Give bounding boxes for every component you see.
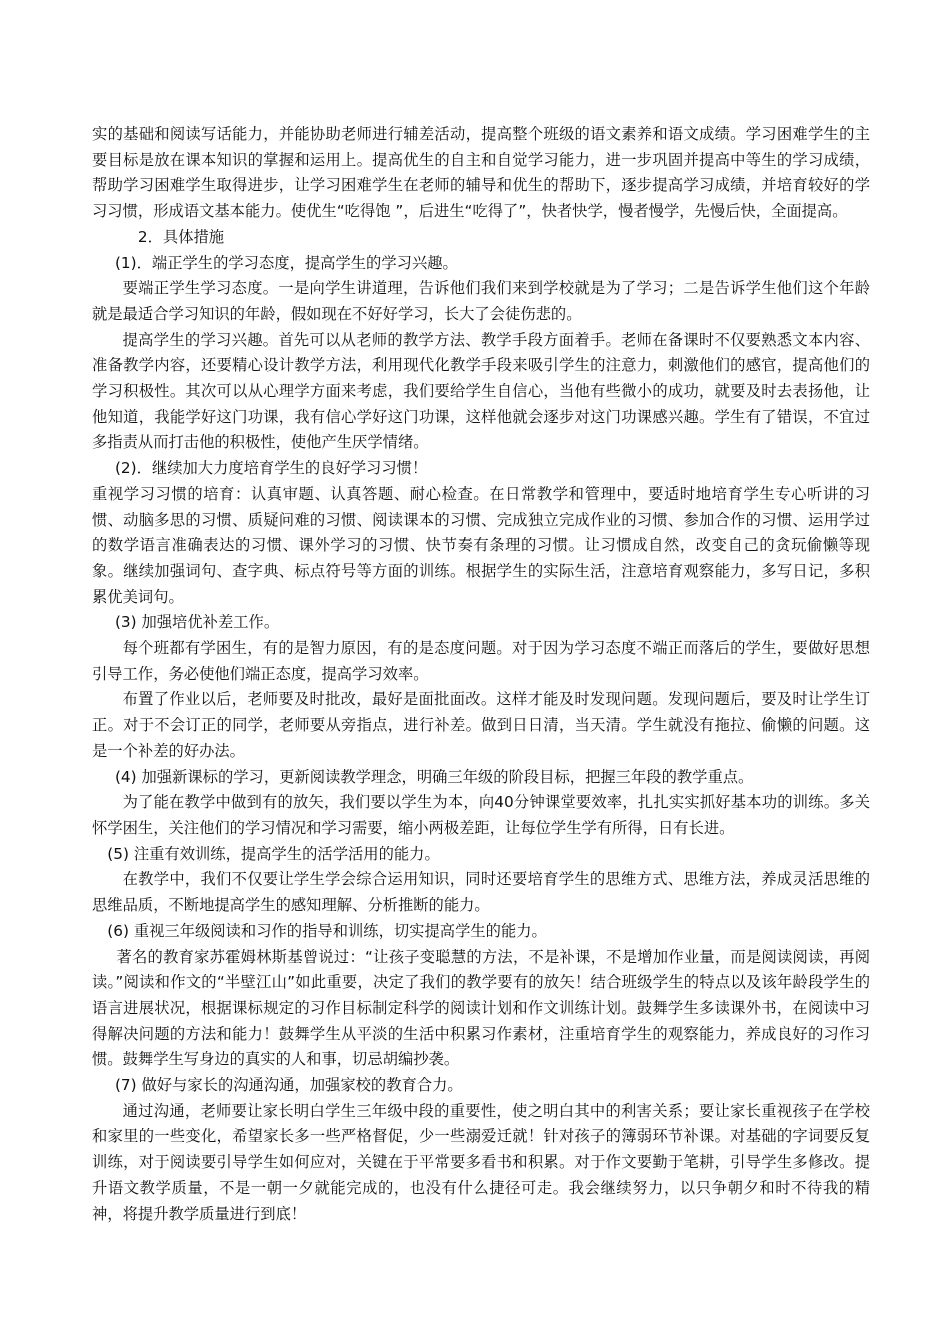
paragraph-parents: 通过沟通，老师要让家长明白学生三年级中段的重要性，使之明白其中的利害关系；要让家长重视孩子在学校和家里的一些变化，希望家长多一些严格督促，少一些溺爱迁就！针对孩子的簿弱环节补课。对基础的字词要反复训练，对于阅读要引导学生如何应对，关键在于平常要多看书和积累。对于作文要勤于笔耕，引导学生多修改。提升语文教学质量，不是一朝一夕就能完成的，也没有什么捷径可走。我会继续努力，以只争朝夕和时不待我的精神，将提升教学质量进行到底！ [92, 1101, 870, 1223]
paragraph-homework: 布置了作业以后，老师要及时批改，最好是面批面改。这样才能及时发现问题。发现问题后，要及时让学生订正。对于不会订正的同学，老师要从旁指点，进行补差。做到日日清，当天清。学生就没有拖拉、偷懒的问题。这是一个补差的好办法。 [92, 690, 870, 760]
paragraph-intro: 实的基础和阅读写话能力，并能协助老师进行辅差活动，提高整个班级的语文素养和语文成绩。学习困难学生的主要目标是放在课本知识的掌握和运用上。提高优生的自主和自觉学习能力，进一步巩固并提高中等生的学习成绩，帮助学习困难学生取得进步，让学习困难学生在老师的辅导和优生的帮助下，逐步提高学习成绩，并培育较好的学习习惯，形成语文基本能力。使优生“吃得饱 ”，后进生“吃得了”，快者快学，慢者慢学，先慢后快，全面提高。 [92, 125, 870, 221]
paragraph-interest: 提高学生的学习兴趣。首先可以从老师的教学方法、教学手段方面着手。老师在备课时不仅要熟悉文本内容、准备教学内容，还要精心设计教学方法，利用现代化教学手段来吸引学生的注意力，刺激他们的感官，提高他们的学习积极性。其次可以从心理学方面来考虑，我们要给学生自信心，当他有些微小的成功，就要及时去表扬他，让他知道，我能学好这门功课，我有信心学好这门功课，这样他就会逐步对这门功课感兴趣。学生有了错误，不宜过多指责从而打击他的积极性，使他产生厌学情绪。 [92, 330, 870, 452]
subheading-4: (4) 加强新课标的学习，更新阅读教学理念，明确三年级的阶段目标，把握三年段的教学重点。 [114, 767, 754, 786]
paragraph-training: 在教学中，我们不仅要让学生学会综合运用知识，同时还要培育学生的思维方式、思维方法，养成灵活思维的思维品质，不断地提高学生的感知理解、分析推断的能力。 [92, 870, 870, 915]
paragraph-reading-writing: 著名的教育家苏霍姆林斯基曾说过：“让孩子变聪慧的方法，不是补课，不是增加作业量，而是阅读阅读，再阅读。”阅读和作文的“半壁江山”如此重要，决定了我们的教学要有的放矢！结合班级学生的特点以及该年龄段学生的语言进展状况，根据课标规定的习作目标制定科学的阅读计划和作文训练计划。鼓舞学生多读课外书，在阅读中习得解决问题的方法和能力！鼓舞学生从平淡的生活中积累习作素材，注重培育学生的观察能力，养成良好的习作习惯。鼓舞学生写身边的真实的人和事，切忌胡编抄袭。 [92, 947, 870, 1069]
paragraph-attitude: 要端正学生学习态度。一是向学生讲道理，告诉他们我们来到学校就是为了学习；二是告诉学生他们这个年龄就是最适合学习知识的年龄，假如现在不好好学习，长大了会徒伤悲的。 [92, 279, 870, 323]
document-page [92, 122, 870, 1227]
subheading-5: (5) 注重有效训练，提高学生的活学活用的能力。 [107, 844, 440, 863]
subheading-7: (7) 做好与家长的沟通沟通，加强家校的教育合力。 [114, 1076, 463, 1095]
subheading-3: (3) 加强培优补差工作。 [114, 613, 280, 632]
paragraph-habits: 重视学习习惯的培育：认真审题、认真答题、耐心检查。在日常教学和管理中，要适时地培育学生专心听讲的习惯、动脑多思的习惯、质疑问难的习惯、阅读课本的习惯、完成独立完成作业的习惯、参加合作的习惯、运用学过的数学语言准确表达的习惯、课外学习的习惯、快节奏有条理的习惯。让习惯成自然，改变自己的贪玩偷懒等现象。继续加强词句、查字典、标点符号等方面的训练。根据学生的实际生活，注意培育观察能力，多写日记，多积累优美词句。 [92, 484, 870, 606]
subheading-6: (6) 重视三年级阅读和习作的指导和训练，切实提高学生的能力。 [107, 921, 547, 940]
paragraph-curriculum: 为了能在教学中做到有的放矢，我们要以学生为本，向40分钟课堂要效率，扎扎实实抓好基本功的训练。多关怀学困生，关注他们的学习情况和学习需要，缩小两极差距，让每位学生学有所得，日有长进。 [92, 793, 870, 837]
heading-specific-measures: 2．具体措施 [137, 227, 225, 246]
subheading-2: (2)．继续加大力度培育学生的良好学习习惯！ [114, 459, 428, 478]
subheading-1: (1)．端正学生的学习态度，提高学生的学习兴趣。 [114, 253, 458, 272]
paragraph-struggling-students: 每个班都有学困生，有的是智力原因，有的是态度问题。对于因为学习态度不端正而落后的学生，要做好思想引导工作，务必使他们端正态度，提高学习效率。 [92, 639, 870, 683]
